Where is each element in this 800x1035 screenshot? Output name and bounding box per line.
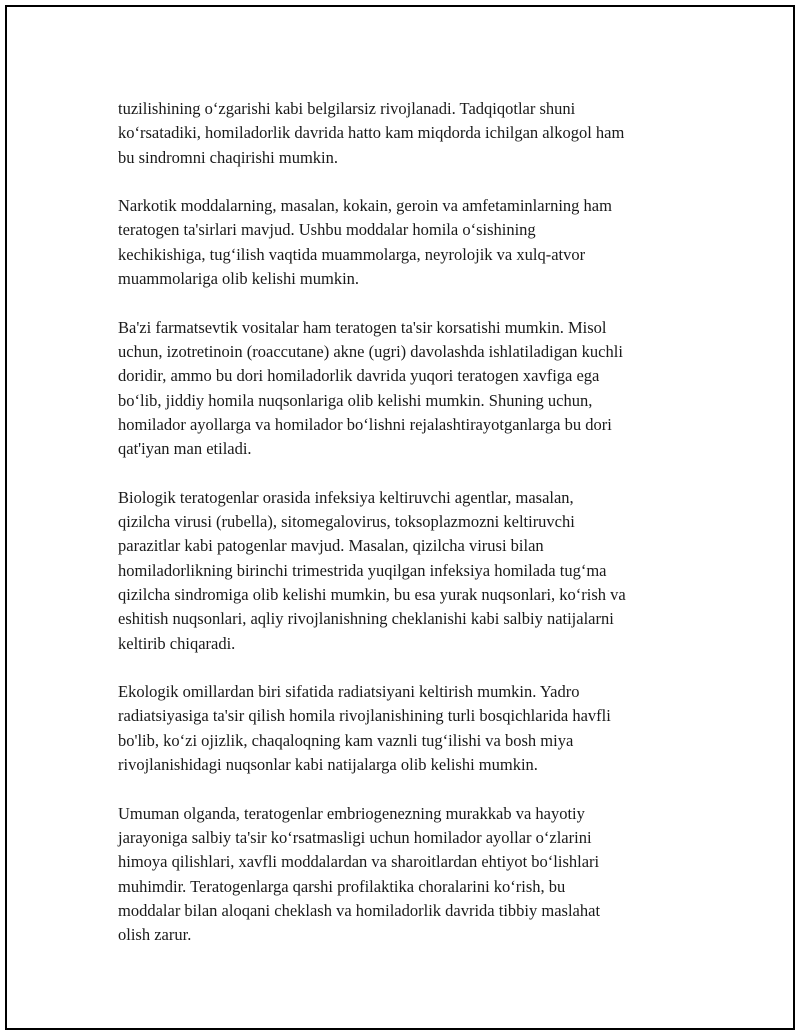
text-line: kechikishiga, tug‘ilish vaqtida muammolarga, neyrolojik va xulq-atvor [118, 244, 586, 264]
paragraph-3 [118, 316, 703, 462]
text-line: bo‘lib, jiddiy homila nuqsonlariga olib kelishi mumkin. Shuning uchun, [118, 390, 593, 410]
text-line: himoya qilishlari, xavfli moddalardan va sharoitlardan ehtiyot bo‘lishlari [118, 852, 600, 872]
paragraph-2 [118, 194, 703, 291]
text-line: bo'lib, ko‘zi ojizlik, chaqaloqning kam vaznli tug‘ilishi va bosh miya [118, 730, 574, 750]
text-line: qizilcha sindromiga olib kelishi mumkin, bu esa yurak nuqsonlari, ko‘rish va [118, 584, 626, 604]
page-body [118, 97, 703, 972]
text-line: Umuman olganda, teratogenlar embriogenezning murakkab va hayotiy [118, 803, 585, 823]
paragraph-6 [118, 802, 703, 948]
paragraph-1 [118, 97, 703, 170]
page-frame [5, 5, 795, 1030]
text-line: bu sindromni chaqirishi mumkin. [118, 147, 338, 167]
text-line: qat'iyan man etiladi. [118, 439, 252, 459]
text-line: Biologik teratogenlar orasida infeksiya keltiruvchi agentlar, masalan, [118, 487, 574, 507]
text-line: homiladorlikning birinchi trimestrida yuqilgan infeksiya homilada tug‘ma [118, 560, 607, 580]
paragraph-5 [118, 680, 703, 777]
text-line: eshitish nuqsonlari, aqliy rivojlanishning cheklanishi kabi salbiy natijalarni [118, 609, 614, 629]
text-line: doridir, ammo bu dori homiladorlik davrida yuqori teratogen xavfiga ega [118, 366, 600, 386]
text-line: parazitlar kabi patogenlar mavjud. Masalan, qizilcha virusi bilan [118, 536, 544, 556]
text-line: radiatsiyasiga ta'sir qilish homila rivojlanishining turli bosqichlarida havfli [118, 706, 611, 726]
text-line: teratogen ta'sirlari mavjud. Ushbu moddalar homila o‘sishining [118, 220, 536, 240]
text-line: Ba'zi farmatsevtik vositalar ham teratogen ta'sir korsatishi mumkin. Misol [118, 317, 607, 337]
paragraph-4 [118, 486, 703, 656]
text-line: keltirib chiqaradi. [118, 633, 236, 653]
text-line: moddalar bilan aloqani cheklash va homiladorlik davrida tibbiy maslahat [118, 900, 601, 920]
text-line: uchun, izotretinoin (roaccutane) akne (ugri) davolashda ishlatiladigan kuchli [118, 341, 623, 361]
text-line: rivojlanishidagi nuqsonlar kabi natijalarga olib kelishi mumkin. [118, 755, 538, 775]
text-line: muhimdir. Teratogenlarga qarshi profilaktika choralarini ko‘rish, bu [118, 876, 566, 896]
text-line: qizilcha virusi (rubella), sitomegalovirus, toksoplazmozni keltiruvchi [118, 512, 575, 532]
text-line: muammolariga olib kelishi mumkin. [118, 269, 360, 289]
text-line: Ekologik omillardan biri sifatida radiatsiyani keltirish mumkin. Yadro [118, 682, 580, 702]
text-line: homilador ayollarga va homilador bo‘lishni rejalashtirayotganlarga bu dori [118, 414, 612, 434]
text-line: jarayoniga salbiy ta'sir ko‘rsatmasligi uchun homilador ayollar o‘zlarini [118, 827, 592, 847]
text-line: Narkotik moddalarning, masalan, kokain, geroin va amfetaminlarning ham [118, 196, 612, 216]
text-line: olish zarur. [118, 925, 192, 945]
text-line: tuzilishining o‘zgarishi kabi belgilarsiz rivojlanadi. Tadqiqotlar shuni [118, 99, 576, 118]
text-line: ko‘rsatadiki, homiladorlik davrida hatto kam miqdorda ichilgan alkogol ham [118, 123, 625, 143]
